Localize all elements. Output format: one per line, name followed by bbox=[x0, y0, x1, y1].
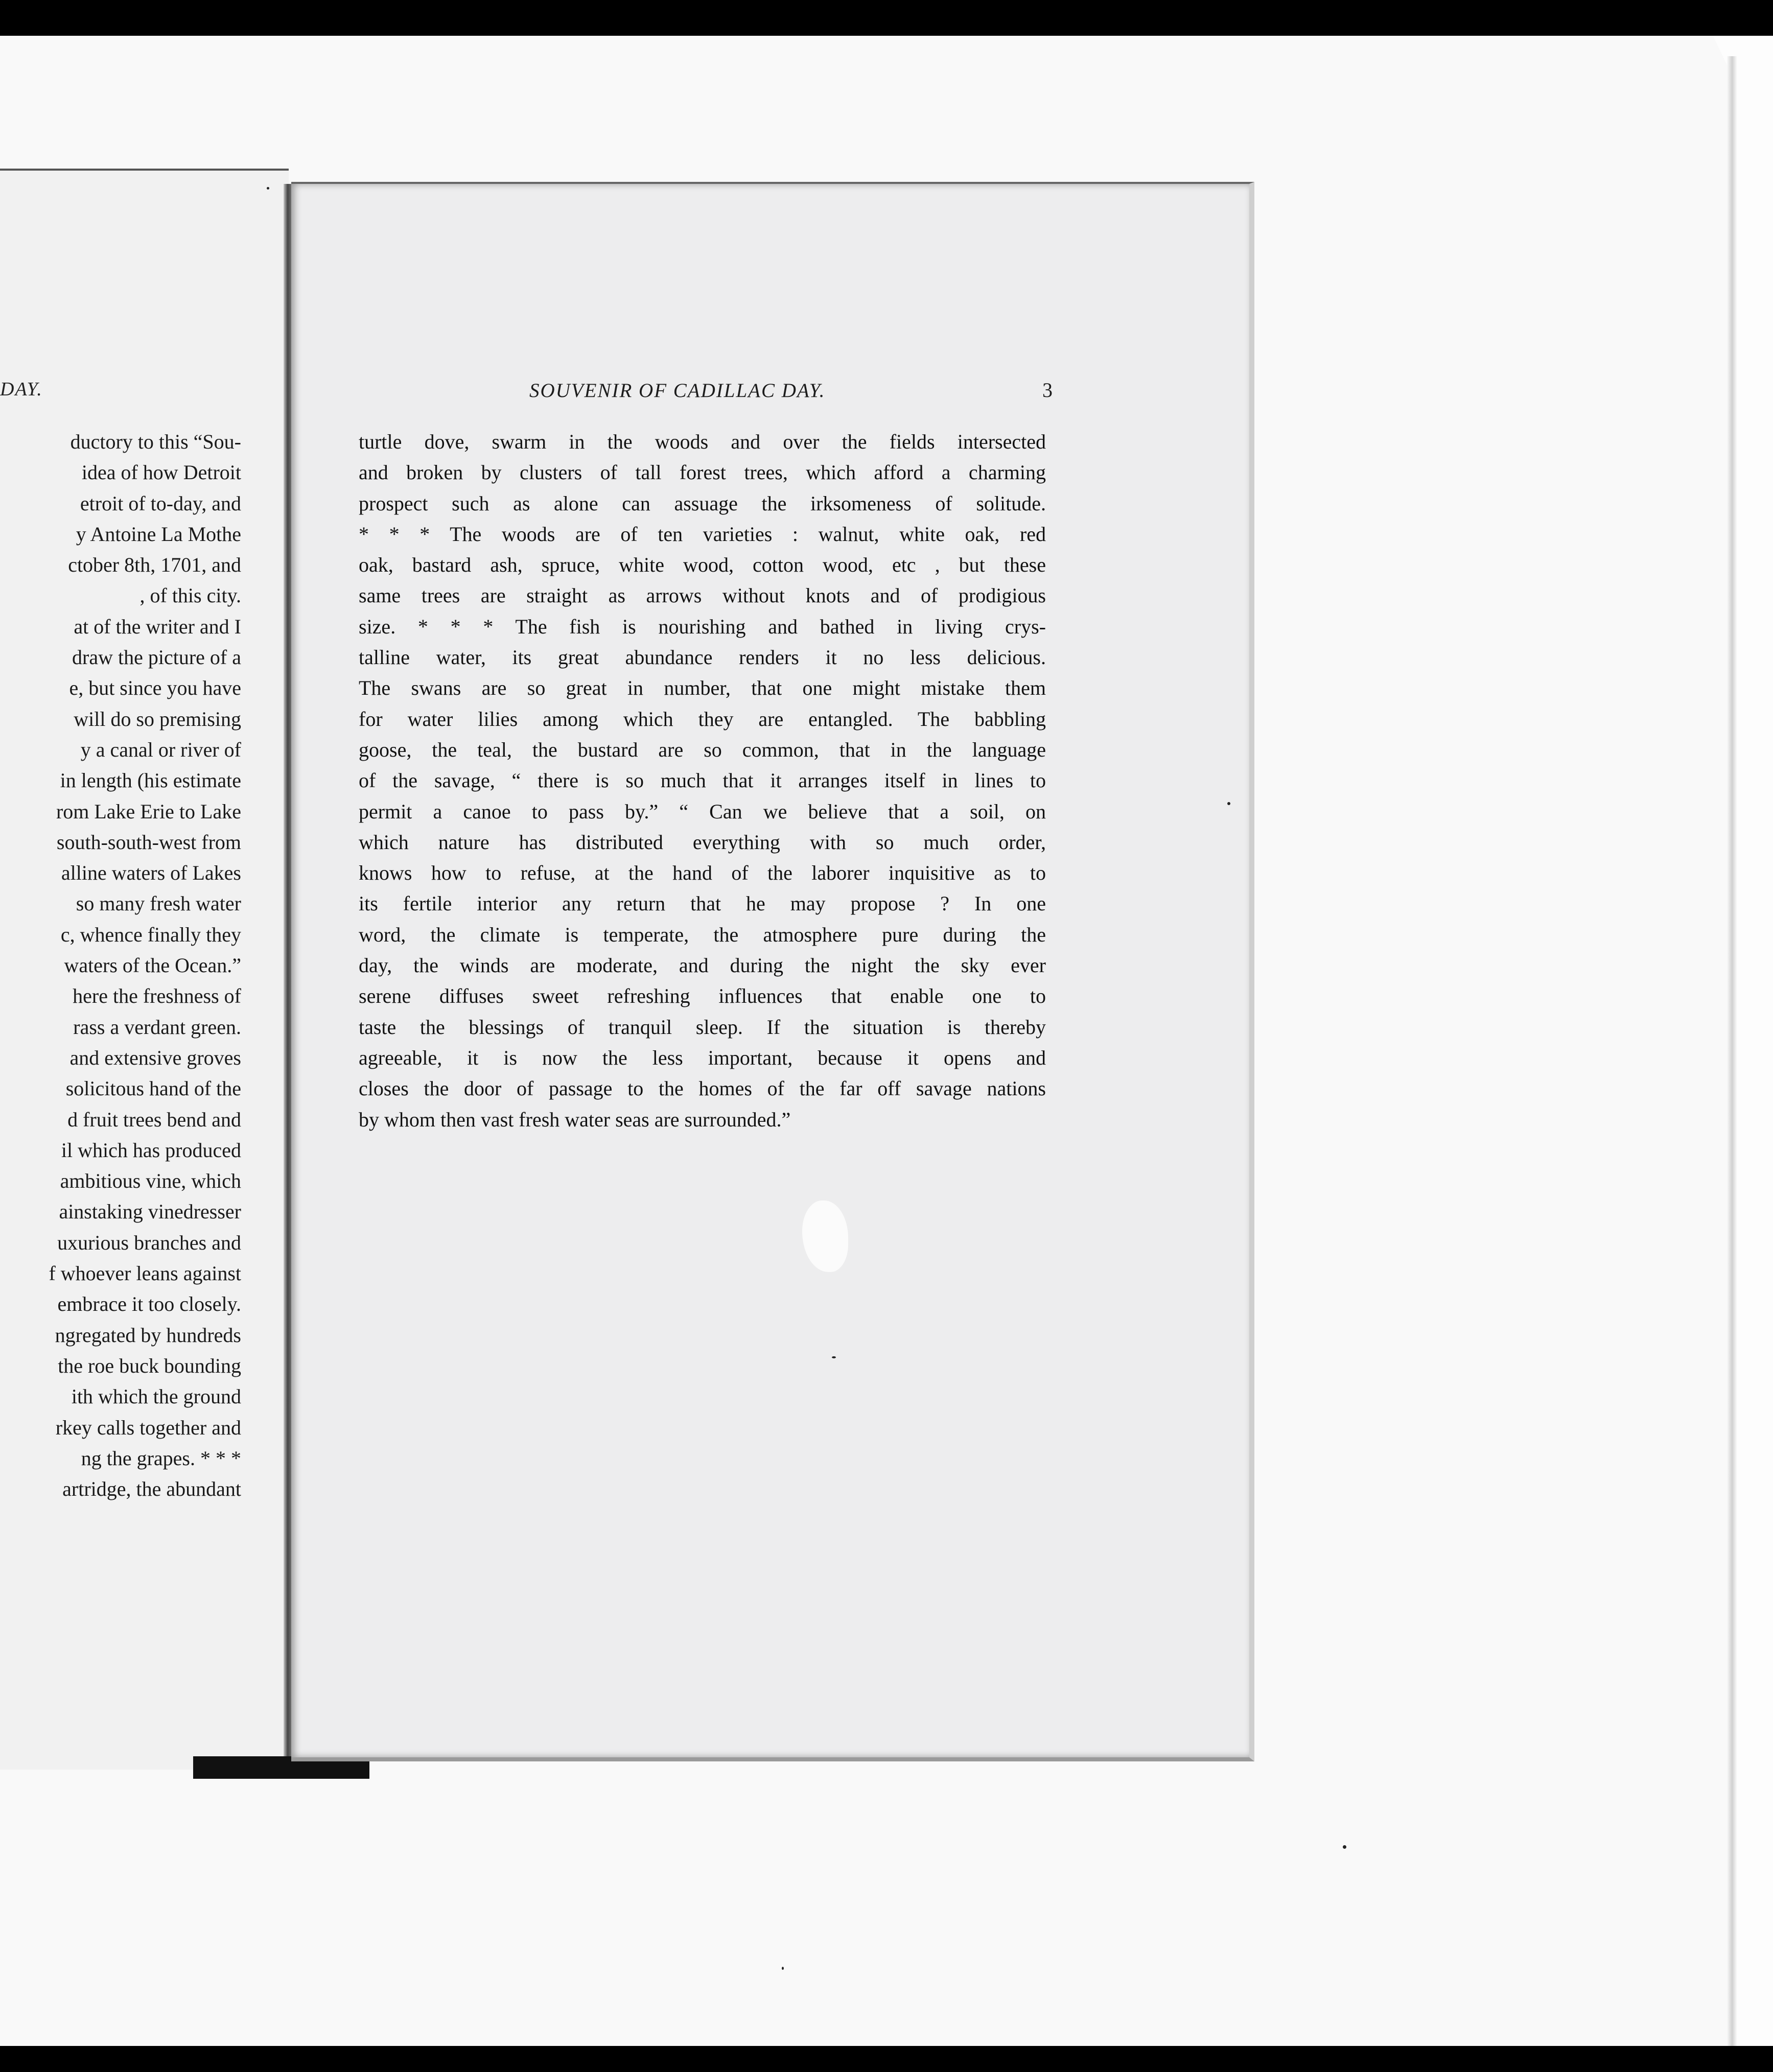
dust-speck bbox=[1227, 802, 1230, 805]
text-line: by whom then vast fresh water seas are surrounded.” bbox=[359, 1108, 791, 1131]
text-line: ductory to this “Sou- bbox=[70, 430, 241, 453]
text-line: artridge, the abundant bbox=[62, 1477, 241, 1501]
text-line: waters of the Ocean.” bbox=[64, 954, 241, 977]
text-line: closes the door of passage to the homes of the far off savage nations bbox=[359, 1077, 1046, 1100]
text-line: solicitous hand of the bbox=[65, 1077, 241, 1100]
text-line: serene diffuses sweet refreshing influences that enable one to bbox=[359, 984, 1046, 1008]
text-line: oak, bastard ash, spruce, white wood, cotton wood, etc , but these bbox=[359, 553, 1046, 577]
text-line: agreeable, it is now the less important, because it opens and bbox=[359, 1046, 1046, 1069]
right-page-text-column bbox=[359, 427, 1046, 1135]
text-line: , of this city. bbox=[139, 584, 241, 607]
text-line: ctober 8th, 1701, and bbox=[68, 553, 241, 577]
text-line: ambitious vine, which bbox=[60, 1169, 241, 1193]
text-line: turtle dove, swarm in the woods and over the fields intersected bbox=[359, 430, 1046, 453]
text-line: south-south-west from bbox=[56, 830, 241, 854]
text-line: will do so premising bbox=[74, 707, 241, 731]
dust-speck bbox=[1343, 1845, 1346, 1849]
text-line: the roe buck bounding bbox=[58, 1354, 241, 1377]
text-line: ith which the ground bbox=[71, 1385, 241, 1408]
text-line: ngregated by hundreds bbox=[55, 1323, 241, 1347]
text-line: d fruit trees bend and bbox=[67, 1108, 241, 1131]
text-line: y a canal or river of bbox=[80, 738, 241, 761]
text-line: its fertile interior any return that he may propose ? In one bbox=[359, 892, 1046, 915]
text-line: in length (his estimate bbox=[60, 769, 241, 792]
text-line: at of the writer and I bbox=[74, 615, 241, 638]
text-line: c, whence finally they bbox=[60, 923, 241, 946]
text-line: The swans are so great in number, that one might mistake them bbox=[359, 676, 1046, 700]
text-line: * * * The woods are of ten varieties : walnut, white oak, red bbox=[359, 522, 1046, 546]
text-line: rom Lake Erie to Lake bbox=[56, 799, 241, 823]
right-page-running-header: SOUVENIR OF CADILLAC DAY. bbox=[529, 380, 826, 402]
text-line: prospect such as alone can assuage the irksomeness of solitude. bbox=[359, 491, 1046, 515]
text-line: embrace it too closely. bbox=[57, 1292, 241, 1316]
text-line: size. * * * The fish is nourishing and bathed in living crys- bbox=[359, 615, 1046, 638]
dust-speck bbox=[267, 187, 269, 190]
dust-speck bbox=[832, 1356, 836, 1358]
text-line: draw the picture of a bbox=[72, 646, 241, 669]
book-spine bbox=[284, 184, 292, 1768]
text-line: ng the grapes. * * * bbox=[81, 1446, 241, 1470]
text-line: day, the winds are moderate, and during the night the sky ever bbox=[359, 954, 1046, 977]
text-line: here the freshness of bbox=[73, 984, 241, 1008]
text-line: rass a verdant green. bbox=[73, 1015, 241, 1039]
dust-speck bbox=[782, 1967, 784, 1970]
text-line: y Antoine La Mothe bbox=[76, 522, 241, 546]
text-line: and broken by clusters of tall forest trees, which afford a charming bbox=[359, 461, 1046, 484]
text-line: knows how to refuse, at the hand of the laborer inquisitive as to bbox=[359, 861, 1046, 885]
page-number: 3 bbox=[1042, 379, 1053, 402]
text-line: talline water, its great abundance renders it no less delicious. bbox=[359, 646, 1046, 669]
card-edge-shadow bbox=[1727, 56, 1737, 2046]
left-page-running-header: DAY. bbox=[0, 379, 43, 400]
text-line: uxurious branches and bbox=[57, 1231, 241, 1254]
text-line: permit a canoe to pass by.” “ Can we believe that a soil, on bbox=[359, 799, 1046, 823]
text-line: il which has produced bbox=[61, 1138, 241, 1162]
text-line: and extensive groves bbox=[69, 1046, 241, 1069]
text-line: ainstaking vinedresser bbox=[59, 1200, 241, 1223]
text-line: rkey calls together and bbox=[55, 1416, 241, 1439]
text-line: alline waters of Lakes bbox=[61, 861, 241, 885]
text-line: goose, the teal, the bustard are so common, that in the language bbox=[359, 738, 1046, 761]
text-line: word, the climate is temperate, the atmosphere pure during the bbox=[359, 923, 1046, 946]
text-line: idea of how Detroit bbox=[81, 461, 241, 484]
text-line: so many fresh water bbox=[76, 892, 241, 915]
text-line: f whoever leans against bbox=[49, 1262, 241, 1285]
text-line: e, but since you have bbox=[69, 676, 241, 700]
text-line: etroit of to-day, and bbox=[80, 491, 241, 515]
text-line: taste the blessings of tranquil sleep. If the situation is thereby bbox=[359, 1015, 1046, 1039]
text-line: for water lilies among which they are entangled. The babbling bbox=[359, 707, 1046, 731]
left-page-text-column bbox=[0, 427, 241, 1520]
text-line: of the savage, “ there is so much that it arranges itself in lines to bbox=[359, 769, 1046, 792]
text-line: which nature has distributed everything with so much order, bbox=[359, 830, 1046, 854]
text-line: same trees are straight as arrows without knots and of prodigious bbox=[359, 584, 1046, 607]
